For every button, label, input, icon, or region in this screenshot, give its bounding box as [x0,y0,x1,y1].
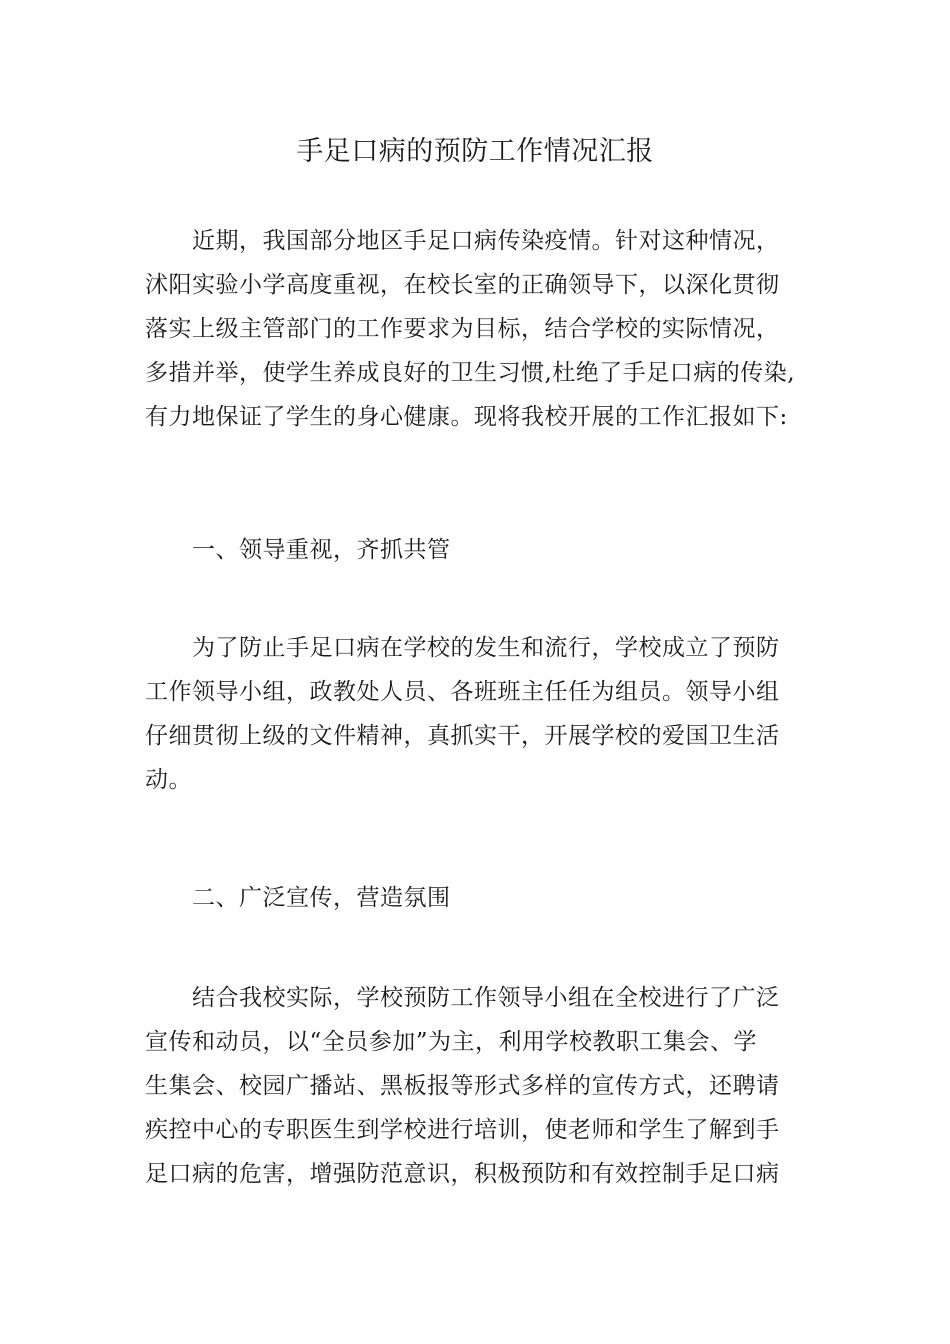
paragraph-line: 工作领导小组，政教处人员、各班班主任任为组员。领导小组 [145,679,780,705]
paragraph-intro [145,219,810,439]
paragraph-line: 宣传和动员，以“全员参加”为主，利用学校教职工集会、学 [145,1029,758,1055]
paragraph-line: 结合我校实际，学校预防工作领导小组在全校进行了广泛 [192,985,780,1011]
paragraph-line: 为了防止手足口病在学校的发生和流行，学校成立了预防 [192,635,780,661]
paragraph-line: 动。 [145,767,192,793]
section-heading-2: 二、广泛宣传，营造氛围 [192,885,451,911]
paragraph-publicity [145,976,810,1196]
document-title: 手足口病的预防工作情况汇报 [296,136,654,167]
paragraph-line: 沭阳实验小学高度重视，在校长室的正确领导下，以深化贯彻 [145,272,780,298]
paragraph-line: 落实上级主管部门的工作要求为目标，结合学校的实际情况， [145,316,780,342]
paragraph-line: 足口病的危害，增强防范意识，积极预防和有效控制手足口病 [145,1161,780,1187]
paragraph-line: 多措并举，使学生养成良好的卫生习惯,杜绝了手足口病的传染, [145,360,796,386]
paragraph-line: 仔细贯彻上级的文件精神，真抓实干，开展学校的爱国卫生活 [145,723,780,749]
section-heading-1: 一、领导重视，齐抓共管 [192,537,451,563]
paragraph-line: 有力地保证了学生的身心健康。现将我校开展的工作汇报如下: [145,404,788,430]
paragraph-line: 近期，我国部分地区手足口病传染疫情。针对这种情况， [192,228,780,254]
paragraph-line: 疾控中心的专职医生到学校进行培训，使老师和学生了解到手 [145,1117,780,1143]
paragraph-line: 生集会、校园广播站、黑板报等形式多样的宣传方式，还聘请 [145,1073,780,1099]
paragraph-leadership [145,626,810,802]
